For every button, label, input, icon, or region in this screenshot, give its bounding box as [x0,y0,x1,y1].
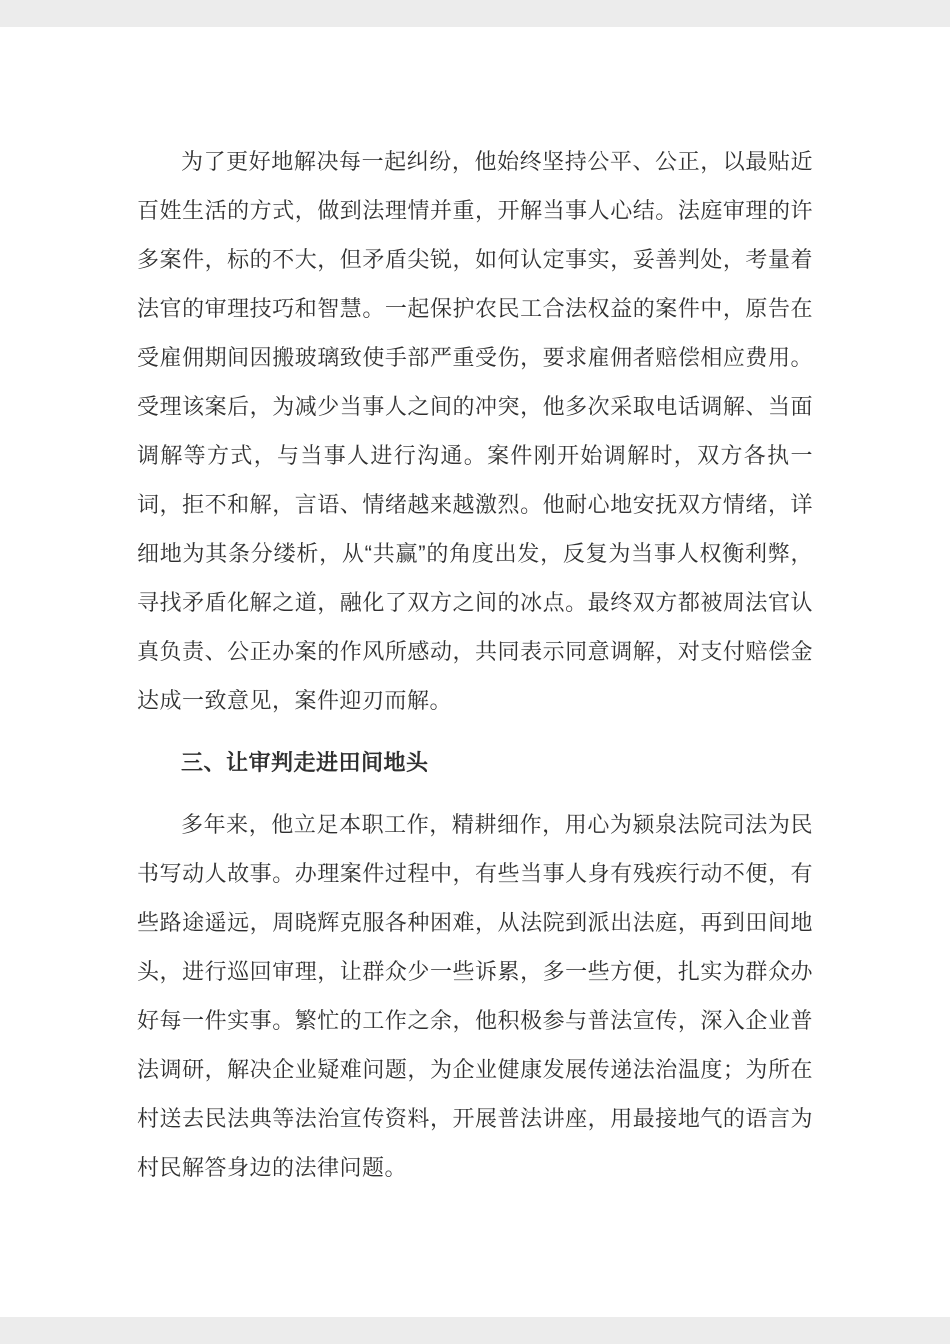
paragraph-circuit-trial: 多年来，他立足本职工作，精耕细作，用心为颍泉法院司法为民书写动人故事。办理案件过程中，有些当事人身有残疾行动不便，有些路途遥远，周晓辉克服各种困难，从法院到派出法庭，再到田间地头，进行巡回审理，让群众少一些诉累，多一些方便，扎实为群众办好每一件实事。繁忙的工作之余，他积极参与普法宣传，深入企业普法调研，解决企业疑难问题，为企业健康发展传递法治温度；为所在村送去民法典等法治宣传资料，开展普法讲座，用最接地气的语言为村民解答身边的法律问题。 [137,812,813,1180]
section-heading-court-to-fields: 三、让审判走进田间地头 [181,750,429,775]
document-page [0,27,950,1317]
paragraph-mediation-case: 为了更好地解决每一起纠纷，他始终坚持公平、公正，以最贴近百姓生活的方式，做到法理情并重，开解当事人心结。法庭审理的许多案件，标的不大，但矛盾尖锐，如何认定事实，妥善判处，考量着法官的审理技巧和智慧。一起保护农民工合法权益的案件中，原告在受雇佣期间因搬玻璃致使手部严重受伤，要求雇佣者赔偿相应费用。受理该案后，为减少当事人之间的冲突，他多次采取电话调解、当面调解等方式，与当事人进行沟通。案件刚开始调解时，双方各执一词，拒不和解，言语、情绪越来越激烈。他耐心地安抚双方情绪，详细地为其条分缕析，从“共赢”的角度出发，反复为当事人权衡利弊，寻找矛盾化解之道，融化了双方之间的冰点。最终双方都被周法官认真负责、公正办案的作风所感动，共同表示同意调解，对支付赔偿金达成一致意见，案件迎刃而解。 [137,149,813,713]
